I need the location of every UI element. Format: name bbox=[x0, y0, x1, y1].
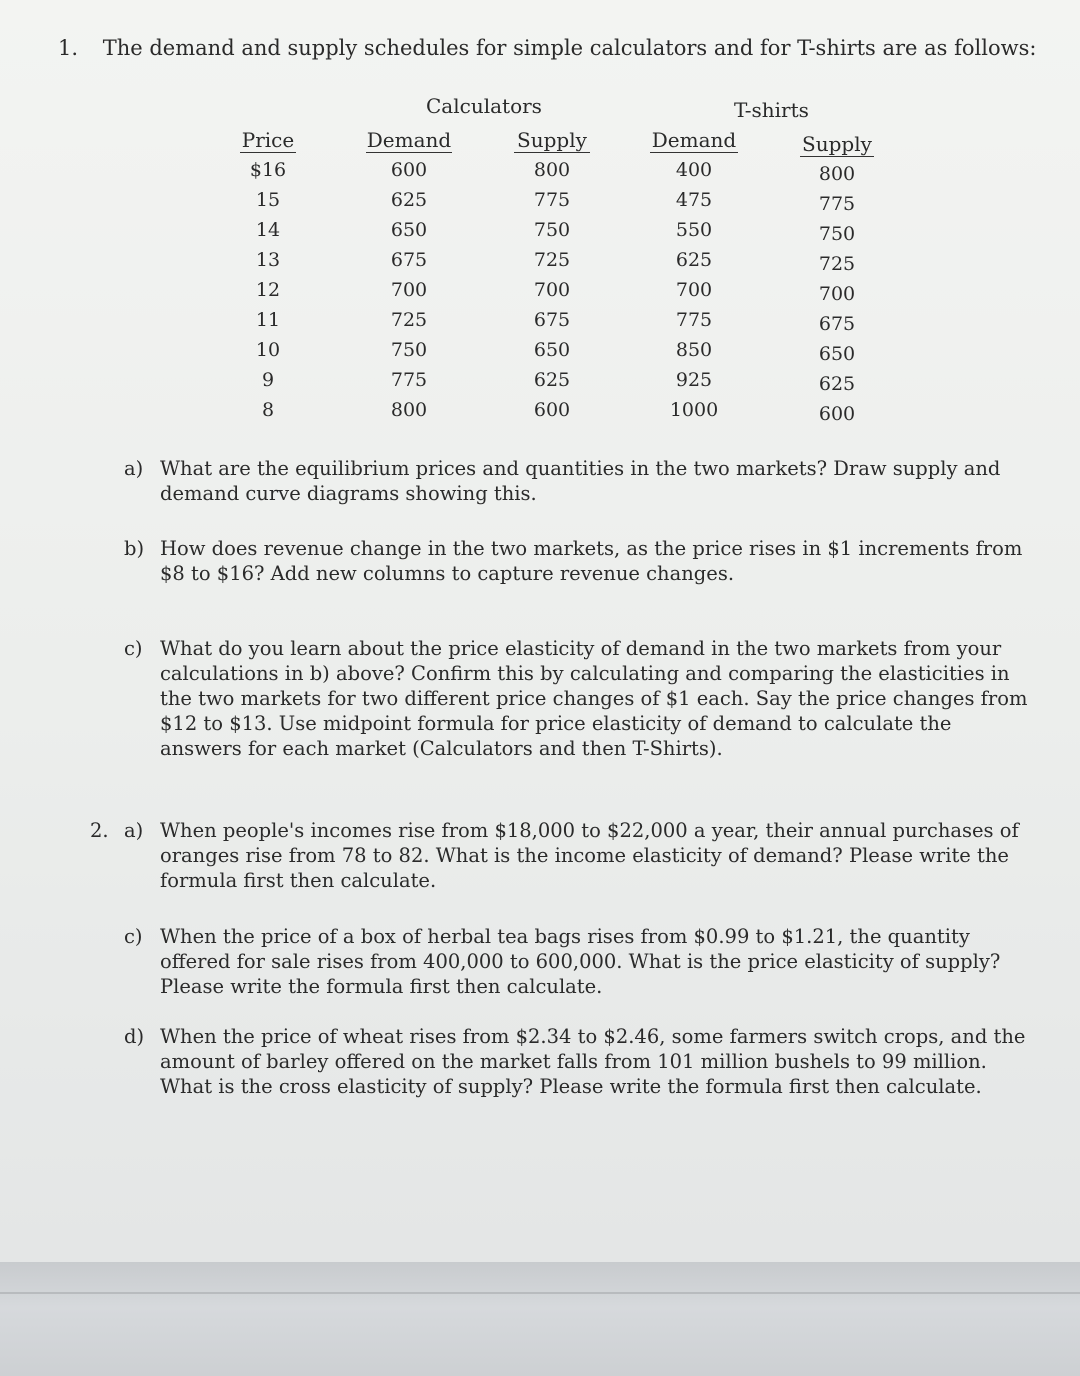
question-2c bbox=[124, 924, 1001, 999]
question-1b bbox=[124, 536, 1023, 586]
price-cell: 10 bbox=[255, 339, 281, 361]
price-cell: 15 bbox=[255, 189, 281, 211]
tshirts-supply-cell: 775 bbox=[818, 193, 856, 215]
question-2d bbox=[124, 1024, 1026, 1099]
tshirts-demand-cell: 925 bbox=[675, 369, 713, 391]
calculators-group-label: Calculators bbox=[426, 94, 542, 118]
question-2c-line: offered for sale rises from 400,000 to 600,000. What is the price elasticity of supply? bbox=[160, 950, 1001, 973]
calculators-supply-cell: 750 bbox=[533, 219, 571, 241]
calculators-supply-cell: 775 bbox=[533, 189, 571, 211]
question-1b-label: b) bbox=[124, 537, 145, 560]
calculators-demand-header: Demand bbox=[366, 128, 452, 152]
tshirts-demand-cell: 850 bbox=[675, 339, 713, 361]
price-cell: 8 bbox=[261, 399, 275, 421]
tshirts-supply-cell: 700 bbox=[818, 283, 856, 305]
price-cell: 11 bbox=[255, 309, 281, 331]
question-1a-line: demand curve diagrams showing this. bbox=[160, 482, 537, 505]
tshirts-demand-cell: 775 bbox=[675, 309, 713, 331]
calculators-demand-cell: 675 bbox=[390, 249, 428, 271]
calculators-demand-cell: 625 bbox=[390, 189, 428, 211]
question-1c bbox=[124, 636, 1028, 761]
tshirts-supply-cell: 800 bbox=[818, 163, 856, 185]
question-1a-label: a) bbox=[124, 457, 144, 480]
calculators-supply-cell: 700 bbox=[533, 279, 571, 301]
price-cell: 14 bbox=[255, 219, 281, 241]
calculators-supply-cell: 600 bbox=[533, 399, 571, 421]
question-2c-line: Please write the formula first then calculate. bbox=[160, 975, 603, 998]
question-1-title bbox=[58, 36, 1036, 60]
question-1c-label: c) bbox=[124, 637, 143, 660]
question-1-text: The demand and supply schedules for simple calculators and for T-shirts are as follows: bbox=[102, 36, 1037, 60]
calculators-demand-cell: 700 bbox=[390, 279, 428, 301]
monitor-bezel bbox=[0, 1262, 1080, 1376]
calculators-demand-cell: 750 bbox=[390, 339, 428, 361]
tshirts-supply-cell: 650 bbox=[818, 343, 856, 365]
calculators-demand-column bbox=[366, 128, 452, 425]
calculators-supply-cell: 725 bbox=[533, 249, 571, 271]
price-column bbox=[240, 128, 296, 425]
question-2d-line: When the price of wheat rises from $2.34 to $2.46, some farmers switch crops, and the bbox=[160, 1025, 1026, 1048]
calculators-supply-cell: 650 bbox=[533, 339, 571, 361]
tshirts-demand-cell: 475 bbox=[675, 189, 713, 211]
tshirts-demand-column bbox=[650, 128, 738, 425]
question-1c-line: What do you learn about the price elasticity of demand in the two markets from your bbox=[160, 637, 1002, 660]
price-header: Price bbox=[241, 128, 295, 152]
tshirts-demand-header: Demand bbox=[651, 128, 737, 152]
price-cell: 13 bbox=[255, 249, 281, 271]
question-2c-line: When the price of a box of herbal tea bags rises from $0.99 to $1.21, the quantity bbox=[160, 925, 970, 948]
question-2a bbox=[90, 818, 1019, 893]
tshirts-supply-header: Supply bbox=[800, 132, 874, 157]
tshirts-demand-cell: 700 bbox=[675, 279, 713, 301]
calculators-supply-column bbox=[514, 128, 590, 425]
question-2d-line: What is the cross elasticity of supply? Please write the formula first then calculate. bbox=[160, 1075, 982, 1098]
price-cell: $16 bbox=[249, 159, 287, 181]
question-2d-label: d) bbox=[124, 1025, 145, 1048]
calculators-supply-cell: 625 bbox=[533, 369, 571, 391]
question-2a-label: a) bbox=[124, 819, 144, 842]
question-1a bbox=[124, 456, 1001, 506]
tshirts-demand-cell: 400 bbox=[675, 159, 713, 181]
tshirts-supply-cell: 750 bbox=[818, 223, 856, 245]
bezel-divider bbox=[0, 1292, 1080, 1294]
tshirts-demand-cell: 625 bbox=[675, 249, 713, 271]
calculators-demand-cell: 650 bbox=[390, 219, 428, 241]
question-2-number: 2. bbox=[90, 819, 109, 842]
question-2a-line: oranges rise from 78 to 82. What is the income elasticity of demand? Please write the bbox=[160, 844, 1009, 867]
calculators-supply-header: Supply bbox=[514, 128, 590, 153]
calculators-demand-cell: 800 bbox=[390, 399, 428, 421]
tshirts-group-label: T-shirts bbox=[734, 98, 809, 122]
question-2d-line: amount of barley offered on the market falls from 101 million bushels to 99 million. bbox=[160, 1050, 987, 1073]
question-1-number: 1. bbox=[58, 36, 79, 60]
calculators-supply-cell: 675 bbox=[533, 309, 571, 331]
question-1c-line: the two markets for two different price changes of $1 each. Say the price changes from bbox=[160, 687, 1028, 710]
question-1b-line: $8 to $16? Add new columns to capture revenue changes. bbox=[160, 562, 735, 585]
price-cell: 9 bbox=[261, 369, 275, 391]
question-1b-line: How does revenue change in the two markets, as the price rises in $1 increments from bbox=[160, 537, 1023, 560]
price-cell: 12 bbox=[255, 279, 281, 301]
tshirts-supply-column bbox=[800, 132, 874, 429]
tshirts-supply-cell: 600 bbox=[818, 403, 856, 425]
question-1a-line: What are the equilibrium prices and quantities in the two markets? Draw supply and bbox=[160, 457, 1001, 480]
tshirts-supply-cell: 725 bbox=[818, 253, 856, 275]
question-1c-line: $12 to $13. Use midpoint formula for price elasticity of demand to calculate the bbox=[160, 712, 952, 735]
calculators-demand-cell: 725 bbox=[390, 309, 428, 331]
question-1c-line: calculations in b) above? Confirm this by calculating and comparing the elasticities in bbox=[160, 662, 1010, 685]
question-1c-line: answers for each market (Calculators and then T-Shirts). bbox=[160, 737, 723, 760]
question-2a-line: When people's incomes rise from $18,000 to $22,000 a year, their annual purchases of bbox=[160, 819, 1019, 842]
calculators-supply-cell: 800 bbox=[533, 159, 571, 181]
tshirts-demand-cell: 1000 bbox=[669, 399, 719, 421]
question-2a-line: formula first then calculate. bbox=[160, 869, 437, 892]
question-2c-label: c) bbox=[124, 925, 143, 948]
tshirts-demand-cell: 550 bbox=[675, 219, 713, 241]
calculators-demand-cell: 600 bbox=[390, 159, 428, 181]
tshirts-supply-cell: 675 bbox=[818, 313, 856, 335]
tshirts-supply-cell: 625 bbox=[818, 373, 856, 395]
calculators-demand-cell: 775 bbox=[390, 369, 428, 391]
